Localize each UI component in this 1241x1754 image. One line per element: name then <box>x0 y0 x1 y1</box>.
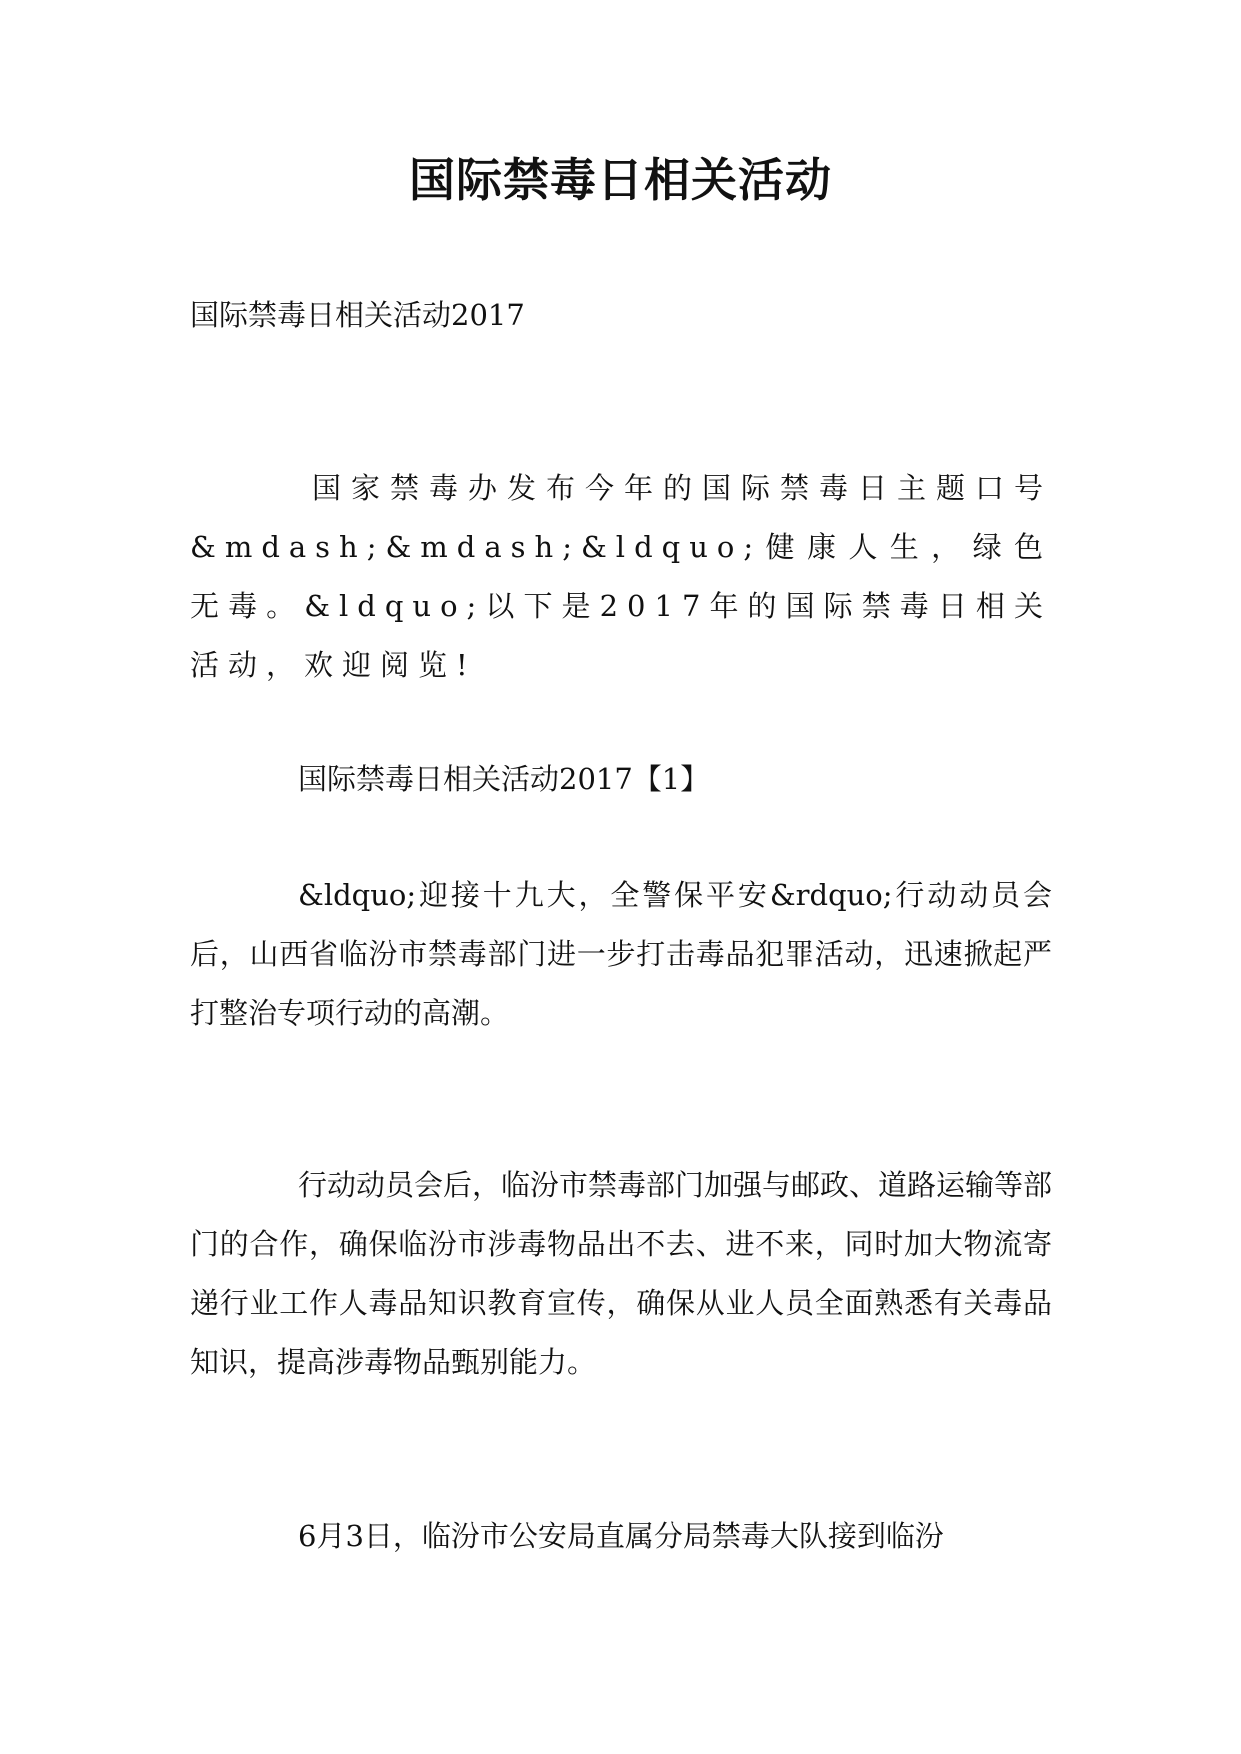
section-heading: 国际禁毒日相关活动2017【1】 <box>298 762 710 796</box>
body-paragraph: 6月3日，临汾市公安局直属分局禁毒大队接到临汾 <box>298 1519 944 1553</box>
document-title: 国际禁毒日相关活动 <box>409 153 832 207</box>
body-paragraph: &ldquo;迎接十九大，全警保平安&rdquo;行动动员会后，山西省临汾市禁毒部门进一步打击毒品犯罪活动，迅速掀起严打整治专项行动的高潮。 <box>190 878 1052 1030</box>
body-paragraph: 行动动员会后，临汾市禁毒部门加强与邮政、道路运输等部门的合作，确保临汾市涉毒物品出不去、进不来，同时加大物流寄递行业工作人毒品知识教育宣传，确保从业人员全面熟悉有关毒品知识，提高涉毒物品甄别能力。 <box>190 1168 1053 1379</box>
intro-paragraph: 国家禁毒办发布今年的国际禁毒日主题口号&mdash;&mdash;&ldquo;健康人生，绿色无毒。&ldquo;以下是2017年的国际禁毒日相关活动，欢迎阅览! <box>190 471 1052 682</box>
document-subtitle: 国际禁毒日相关活动2017 <box>190 298 525 332</box>
